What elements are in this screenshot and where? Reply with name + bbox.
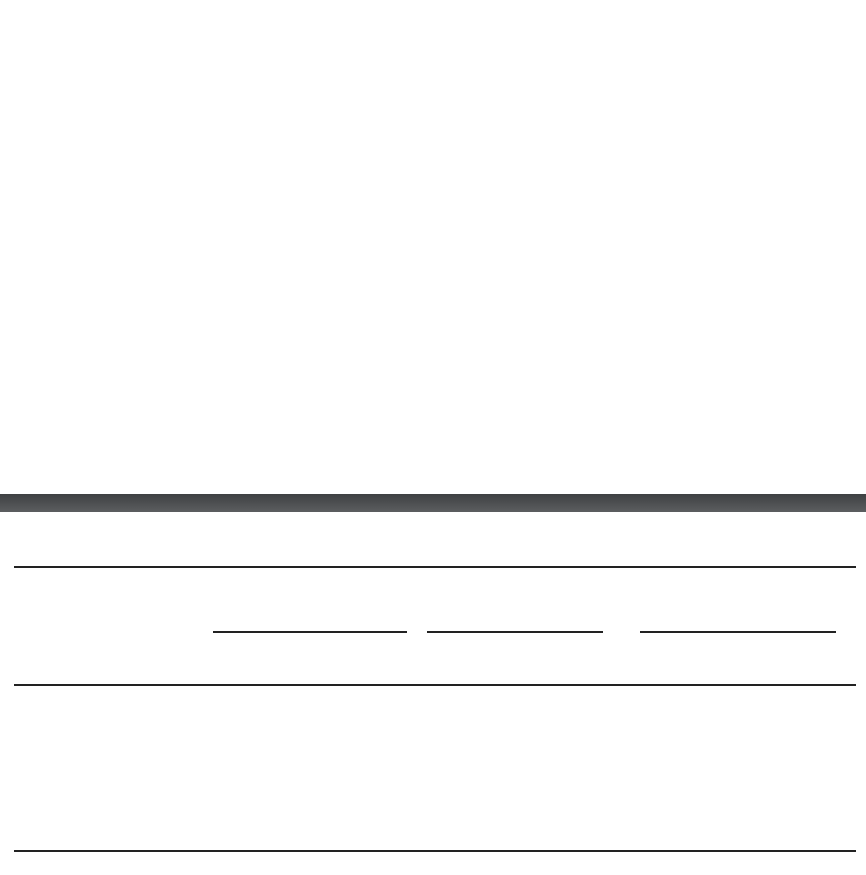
table-bottom-rule (14, 850, 856, 852)
page-divider (0, 494, 866, 512)
entropy-rule (427, 631, 603, 633)
header-bottom-rule (14, 684, 856, 686)
volume-rule (640, 631, 836, 633)
top-rule (14, 566, 856, 568)
table-a8-continued (0, 512, 866, 875)
enthalpy-rule (213, 631, 407, 633)
